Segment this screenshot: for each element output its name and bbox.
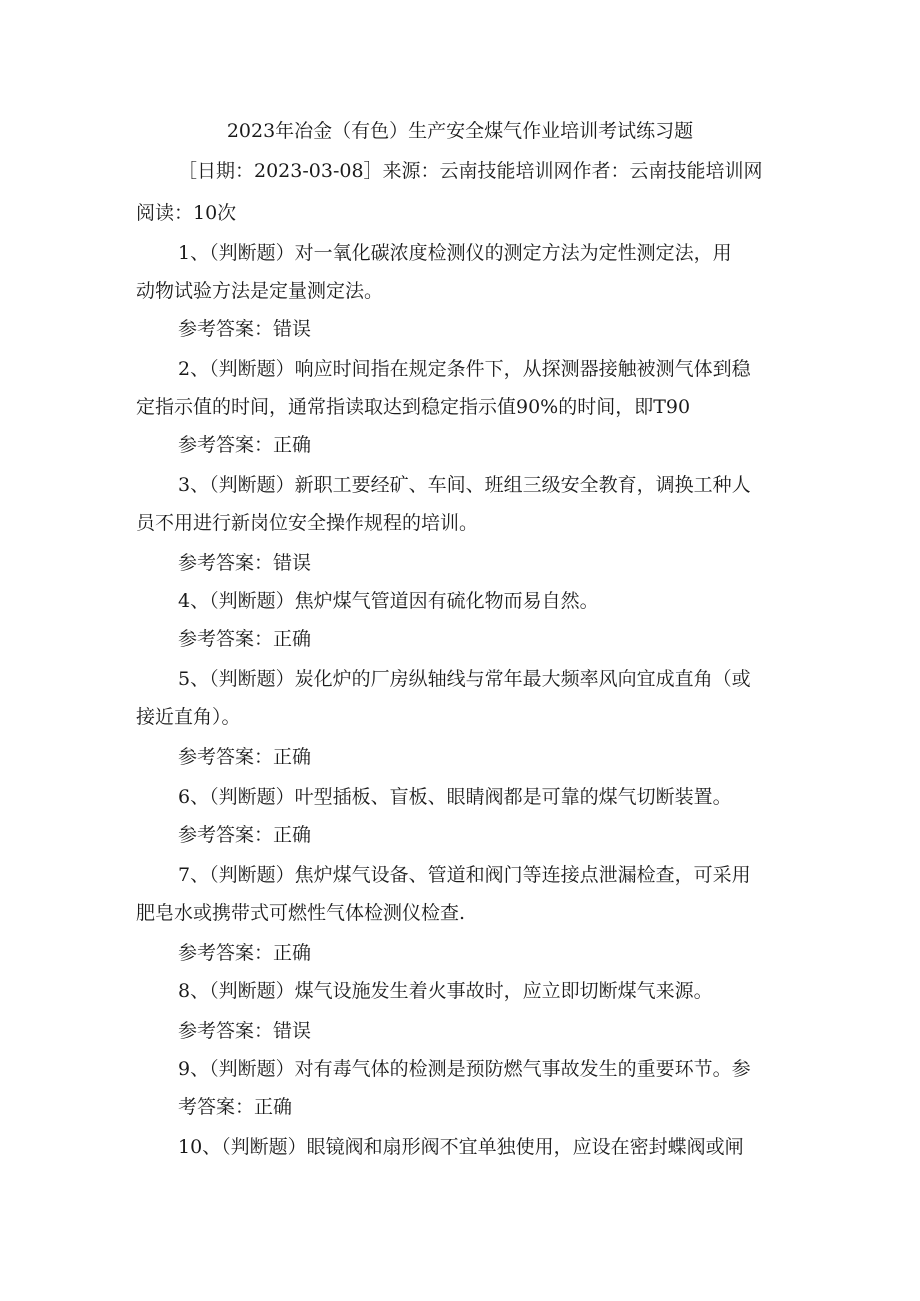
question-2-line-1: 2、（判断题）响应时间指在规定条件下，从探测器接触被测气体到稳 — [178, 358, 751, 380]
question-3-answer: 参考答案：错误 — [178, 552, 312, 574]
question-5-answer: 参考答案：正确 — [178, 746, 312, 768]
document-meta-reads: 阅读：10次 — [136, 202, 237, 224]
document-title: 2023年冶金（有色）生产安全煤气作业培训考试练习题 — [226, 120, 694, 142]
question-1-answer: 参考答案：错误 — [178, 318, 312, 340]
document-meta-line: ［日期：2023-03-08］来源：云南技能培训网作者：云南技能培训网 — [178, 160, 763, 182]
question-4-answer: 参考答案：正确 — [178, 628, 312, 650]
question-8-answer: 参考答案：错误 — [178, 1020, 312, 1042]
question-9-line-1: 9、（判断题）对有毒气体的检测是预防燃气事故发生的重要环节。参 — [178, 1058, 751, 1080]
question-6-line-1: 6、（判断题）叶型插板、盲板、眼睛阀都是可靠的煤气切断装置。 — [178, 786, 732, 808]
question-1-line-1: 1、（判断题）对一氧化碳浓度检测仪的测定方法为定性测定法，用 — [178, 242, 732, 264]
question-3-line-2: 员不用进行新岗位安全操作规程的培训。 — [136, 512, 479, 534]
question-9-line-2: 考答案：正确 — [178, 1096, 293, 1118]
question-5-line-2: 接近直角）。 — [136, 706, 241, 728]
question-4-line-1: 4、（判断题）焦炉煤气管道因有硫化物而易自然。 — [178, 590, 599, 612]
question-1-line-2: 动物试验方法是定量测定法。 — [136, 280, 384, 302]
question-6-answer: 参考答案：正确 — [178, 824, 312, 846]
question-5-line-1: 5、（判断题）炭化炉的厂房纵轴线与常年最大频率风向宜成直角（或 — [178, 668, 751, 690]
question-2-answer: 参考答案：正确 — [178, 434, 312, 456]
question-10-line-1: 10、（判断题）眼镜阀和扇形阀不宜单独使用，应设在密封蝶阀或闸 — [178, 1136, 744, 1158]
question-7-line-1: 7、（判断题）焦炉煤气设备、管道和阀门等连接点泄漏检查，可采用 — [178, 864, 751, 886]
question-8-line-1: 8、（判断题）煤气设施发生着火事故时，应立即切断煤气来源。 — [178, 980, 713, 1002]
question-3-line-1: 3、（判断题）新职工要经矿、车间、班组三级安全教育，调换工种人 — [178, 474, 751, 496]
question-2-line-2: 定指示值的时间，通常指读取达到稳定指示值90%的时间，即T90 — [136, 396, 691, 418]
question-7-answer: 参考答案：正确 — [178, 942, 312, 964]
question-7-line-2: 肥皂水或携带式可燃性气体检测仪检查. — [136, 902, 466, 924]
